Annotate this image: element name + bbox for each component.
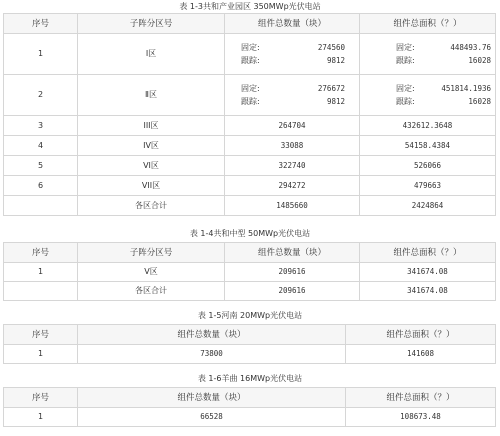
table-header-row <box>4 388 496 408</box>
table-row <box>4 75 496 116</box>
cell-area: 141608 <box>346 345 496 364</box>
table-row <box>4 34 496 75</box>
tracking-area: 16028 <box>468 97 491 106</box>
table-row <box>4 408 496 427</box>
header-index: 序号 <box>4 325 78 345</box>
cell-index: 2 <box>4 75 78 116</box>
tracking-quantity: 9812 <box>326 97 345 106</box>
table-1-6 <box>3 387 496 427</box>
cell-quantity <box>225 34 360 75</box>
tracking-label: 跟踪: <box>241 56 260 65</box>
table-header-row <box>4 14 496 34</box>
fixed-label: 固定: <box>241 43 260 52</box>
total-quantity: 1485660 <box>225 196 360 216</box>
header-zone: 子阵分区号 <box>78 14 225 34</box>
header-area: 组件总面积（？） <box>346 388 496 408</box>
cell-zone: Ⅰ区 <box>78 34 225 75</box>
fixed-quantity: 276672 <box>317 84 345 93</box>
table-row <box>4 136 496 156</box>
header-zone: 子阵分区号 <box>78 243 225 263</box>
header-area: 组件总面积（？） <box>360 14 496 34</box>
fixed-area: 451814.1936 <box>441 84 491 93</box>
table-1-5-caption: 表 1-5河南 20MWp光伏电站 <box>197 311 303 320</box>
cell-zone: IV区 <box>78 136 225 156</box>
total-label: 各区合计 <box>78 196 225 216</box>
cell-quantity: 294272 <box>225 176 360 196</box>
fixed-label: 固定: <box>241 84 260 93</box>
header-index: 序号 <box>4 14 78 34</box>
fixed-label: 固定: <box>396 84 415 93</box>
cell-zone: VI区 <box>78 156 225 176</box>
cell-index: 4 <box>4 136 78 156</box>
cell-index: 5 <box>4 156 78 176</box>
header-area: 组件总面积（？） <box>360 243 496 263</box>
cell-index: 1 <box>4 34 78 75</box>
tracking-area: 16028 <box>468 56 491 65</box>
cell-zone: VII区 <box>78 176 225 196</box>
cell-area: 479663 <box>360 176 496 196</box>
cell-area: 432612.3648 <box>360 116 496 136</box>
cell-zone: Ⅴ区 <box>78 263 225 282</box>
table-1-4 <box>3 242 496 301</box>
table-total-row <box>4 196 496 216</box>
table-row <box>4 116 496 136</box>
table-row <box>4 176 496 196</box>
header-quantity: 组件总数量（块） <box>78 325 346 345</box>
cell-index-empty <box>4 282 78 301</box>
fixed-area: 448493.76 <box>450 43 491 52</box>
header-index: 序号 <box>4 388 78 408</box>
cell-zone: Ⅱ区 <box>78 75 225 116</box>
tracking-label: 跟踪: <box>396 97 415 106</box>
table-row <box>4 263 496 282</box>
header-index: 序号 <box>4 243 78 263</box>
cell-area: 526066 <box>360 156 496 176</box>
table-row <box>4 345 496 364</box>
cell-quantity: 66528 <box>78 408 346 427</box>
cell-quantity: 33088 <box>225 136 360 156</box>
cell-area <box>360 34 496 75</box>
cell-quantity: 73800 <box>78 345 346 364</box>
table-1-6-caption: 表 1-6羊曲 16MWp光伏电站 <box>197 374 303 383</box>
cell-area <box>360 75 496 116</box>
header-quantity: 组件总数量（块） <box>78 388 346 408</box>
tracking-quantity: 9812 <box>326 56 345 65</box>
tracking-label: 跟踪: <box>241 97 260 106</box>
total-quantity: 209616 <box>225 282 360 301</box>
cell-area: 54158.4384 <box>360 136 496 156</box>
cell-quantity: 322740 <box>225 156 360 176</box>
cell-zone: III区 <box>78 116 225 136</box>
table-1-3 <box>3 13 496 216</box>
total-area: 341674.08 <box>360 282 496 301</box>
cell-quantity: 264704 <box>225 116 360 136</box>
total-area: 2424864 <box>360 196 496 216</box>
tracking-label: 跟踪: <box>396 56 415 65</box>
table-1-3-caption: 表 1-3共和产业园区 350MWp光伏电站 <box>179 2 321 11</box>
header-quantity: 组件总数量（块） <box>225 243 360 263</box>
fixed-label: 固定: <box>396 43 415 52</box>
fixed-quantity: 274560 <box>317 43 345 52</box>
table-header-row <box>4 325 496 345</box>
header-area: 组件总面积（？） <box>346 325 496 345</box>
cell-area: 108673.48 <box>346 408 496 427</box>
table-header-row <box>4 243 496 263</box>
cell-quantity: 209616 <box>225 263 360 282</box>
table-row <box>4 156 496 176</box>
cell-index: 1 <box>4 345 78 364</box>
cell-index: 1 <box>4 408 78 427</box>
cell-index: 3 <box>4 116 78 136</box>
cell-index: 1 <box>4 263 78 282</box>
table-1-4-caption: 表 1-4共和中型 50MWp光伏电站 <box>189 229 311 238</box>
cell-index-empty <box>4 196 78 216</box>
table-1-5 <box>3 324 496 364</box>
cell-quantity <box>225 75 360 116</box>
header-quantity: 组件总数量（块） <box>225 14 360 34</box>
total-label: 各区合计 <box>78 282 225 301</box>
table-total-row <box>4 282 496 301</box>
cell-area: 341674.08 <box>360 263 496 282</box>
cell-index: 6 <box>4 176 78 196</box>
